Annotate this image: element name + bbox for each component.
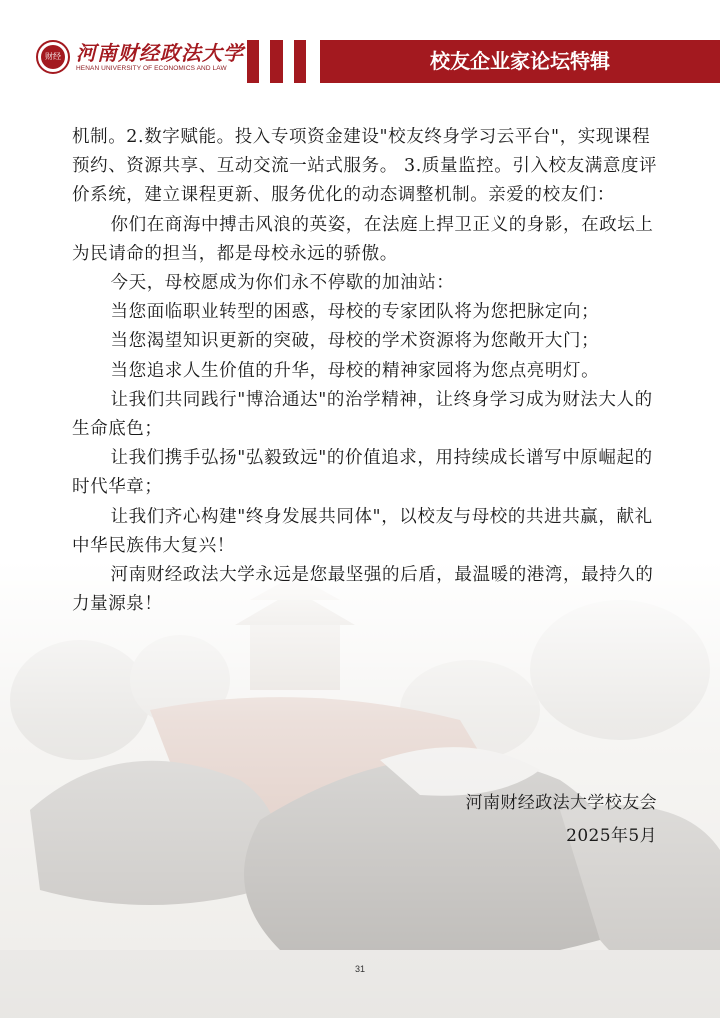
paragraph: 让我们齐心构建"终身发展共同体"，以校友与母校的共进共赢，献礼中华民族伟大复兴！ — [72, 506, 653, 556]
logo-english-name: HENAN UNIVERSITY OF ECONOMICS AND LAW — [76, 65, 227, 72]
university-logo — [36, 40, 244, 74]
paragraph: 当您追求人生价值的升华，母校的精神家园将为您点亮明灯。 — [110, 360, 600, 381]
paragraph: 让我们共同践行"博洽通达"的治学精神，让终身学习成为财法大人的生命底色； — [72, 389, 653, 440]
paragraph: 让我们携手弘扬"弘毅致远"的价值追求，用持续成长谱写中原崛起的时代华章； — [72, 448, 653, 498]
paragraph: 河南财经政法大学永远是您最坚强的后盾，最温暖的港湾，最持久的力量源泉！ — [72, 565, 654, 615]
signature-date: 2025年5月 — [566, 826, 657, 846]
page-header — [0, 0, 720, 90]
signature-organization: 河南财经政法大学校友会 — [465, 793, 657, 813]
header-stripe — [247, 40, 259, 83]
paragraph: 你们在商海中搏击风浪的英姿，在法庭上捍卫正义的身影，在政坛上为民请命的担当，都是母校永远的骄傲。 — [72, 214, 654, 264]
page-number: 31 — [354, 964, 365, 974]
header-stripe — [270, 40, 283, 83]
logo-chinese-name: 河南财经政法大学 — [76, 41, 244, 65]
header-stripe — [294, 40, 306, 83]
logo-seal-icon — [36, 40, 70, 74]
logo-seal-text: 财经 — [41, 45, 65, 69]
banner-title: 校友企业家论坛特辑 — [430, 49, 610, 73]
paragraph: 机制。2.数字赋能。投入专项资金建设"校友终身学习云平台"，实现课程预约、资源共享、互动交流一站式服务。 3.质量监控。引入校友满意度评价系统，建立课程更新、服务优化的动态调整机制。亲爱的校友们： — [72, 127, 658, 206]
paragraph: 当您渴望知识更新的突破，母校的学术资源将为您敞开大门； — [110, 331, 600, 352]
article-body — [72, 123, 660, 619]
paragraph: 今天，母校愿成为你们永不停歇的加油站： — [110, 273, 455, 294]
logo-text-block — [76, 41, 244, 73]
paragraph: 当您面临职业转型的困惑，母校的专家团队将为您把脉定向； — [110, 302, 600, 323]
